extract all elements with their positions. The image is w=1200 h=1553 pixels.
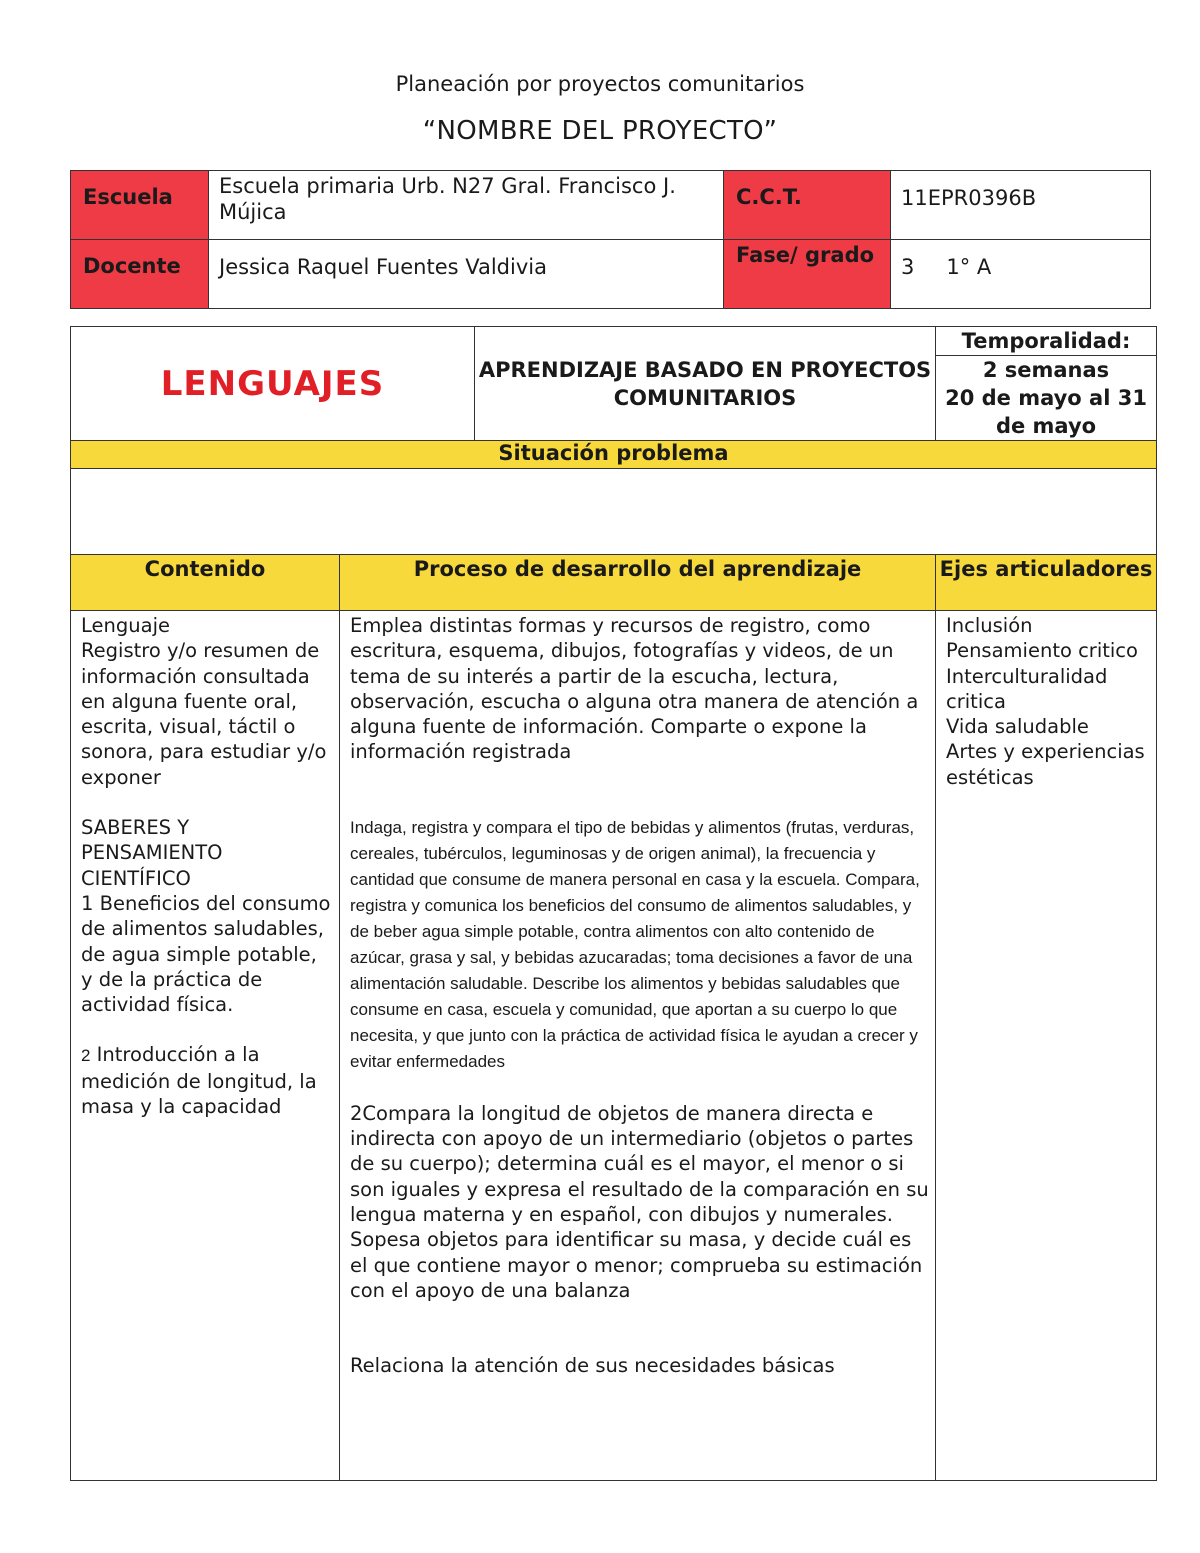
eje-vida-saludable: Vida saludable <box>946 715 1089 739</box>
header-row <box>71 327 1157 441</box>
fase-value: 3 <box>901 255 915 279</box>
eje-inclusion: Inclusión <box>946 614 1033 637</box>
contenido-medicion-num: 2 <box>81 1046 91 1066</box>
proceso-alimentos: Indaga, registra y compara el tipo de bebidas y alimentos (frutas, verduras, cereales, tubérculos, leguminosas y de origen animal), la frecuencia y cantidad que consume de manera personal en casa y la escuela. Compara, registra y comunica los beneficios del consumo de alimentos saludables, y de beber agua simple potable, contra alimentos con alto contenido de azúcar, grasa y sal, y bebidas azucaradas; toma decisiones a favor de una alimentación saludable. Describe los alimentos y bebidas saludables que consume en casa, escuela y comunidad, que aportan a su cuerpo lo que necesita, y que junto con la práctica de actividad física le ayudan a crecer y evitar enfermedades <box>350 817 920 1071</box>
contenido-lenguaje: Lenguaje <box>81 614 170 637</box>
contenido-registro: Registro y/o resumen de información consultada en alguna fuente oral, escrita, visual, táctil o sonora, para estudiar y/o exponer <box>81 639 327 789</box>
escuela-row <box>71 171 1151 240</box>
contenido-medicion-text: Introducción a la medición de longitud, la masa y la capacidad <box>81 1043 317 1119</box>
eje-interculturalidad: Interculturalidad critica <box>946 664 1108 713</box>
eje-pensamiento-critico: Pensamiento critico <box>946 639 1138 663</box>
project-name: “NOMBRE DEL PROYECTO” <box>422 116 778 146</box>
proceso-longitud: 2Compara la longitud de objetos de manera directa e indirecta con apoyo de un intermediario (objetos o partes de su cuerpo); determina cuál es el mayor, el menor o si son iguales y expresa el resultado de la comparación en su lengua materna y en español, con dibujos y numerales. Sopesa objetos para identificar su masa, y decide cuál es el que contiene mayor o menor; comprueba su estimación con el apoyo de una balanza <box>350 1101 929 1302</box>
situacion-value <box>71 469 1157 555</box>
escuela-value: Escuela primaria Urb. N27 Gral. Francisco J. Mújica <box>209 171 724 240</box>
ejes-cell <box>936 611 1157 1481</box>
grado-value: 1° A <box>946 255 992 279</box>
school-info-table <box>70 170 1151 309</box>
proceso-necesidades: Relaciona la atención de sus necesidades básicas <box>350 1354 835 1378</box>
docente-value: Jessica Raquel Fuentes Valdivia <box>209 240 724 309</box>
situacion-header-row <box>71 441 1157 469</box>
campo-formativo: LENGUAJES <box>71 327 475 441</box>
planning-table <box>70 326 1157 1481</box>
col-contenido: Contenido <box>71 555 340 611</box>
col-ejes: Ejes articuladores <box>936 555 1157 611</box>
fase-grado-cell <box>891 240 1151 309</box>
contenido-saberes: SABERES Y PENSAMIENTO CIENTÍFICO <box>81 816 223 890</box>
temporalidad-label: Temporalidad: <box>936 327 1156 356</box>
temporalidad-cell <box>936 327 1157 441</box>
contenido-cell <box>71 611 340 1481</box>
eje-artes: Artes y experiencias estéticas <box>946 740 1145 789</box>
situacion-row <box>71 469 1157 555</box>
cct-value: 11EPR0396B <box>891 171 1151 240</box>
temporalidad-duracion: 2 semanas <box>982 358 1110 382</box>
content-row <box>71 611 1157 1481</box>
contenido-medicion <box>81 1042 333 1119</box>
contenido-beneficios: 1 Beneficios del consumo de alimentos saludables, de agua simple potable, y de la práctica de actividad física. <box>81 891 331 1017</box>
proceso-registro: Emplea distintas formas y recursos de registro, como escritura, esquema, dibujos, fotografías y videos, de un tema de su interés a partir de la escucha, lectura, observación, escucha o alguna otra manera de atención a alguna fuente de información. Comparte o expone la información registrada <box>350 614 919 764</box>
col-proceso: Proceso de desarrollo del aprendizaje <box>340 555 936 611</box>
temporalidad-fechas: 20 de mayo al 31 de mayo <box>945 386 1147 438</box>
metodologia: APRENDIZAJE BASADO EN PROYECTOS COMUNITARIOS <box>475 327 936 441</box>
cct-label: C.C.T. <box>724 171 891 240</box>
docente-row <box>71 240 1151 309</box>
escuela-label: Escuela <box>71 171 209 240</box>
docente-label: Docente <box>71 240 209 309</box>
situacion-label: Situación problema <box>71 441 1157 469</box>
columns-header-row <box>71 555 1157 611</box>
fase-label: Fase/ grado <box>724 240 891 309</box>
document-title: Planeación por proyectos comunitarios <box>395 72 805 96</box>
proceso-cell <box>340 611 936 1481</box>
